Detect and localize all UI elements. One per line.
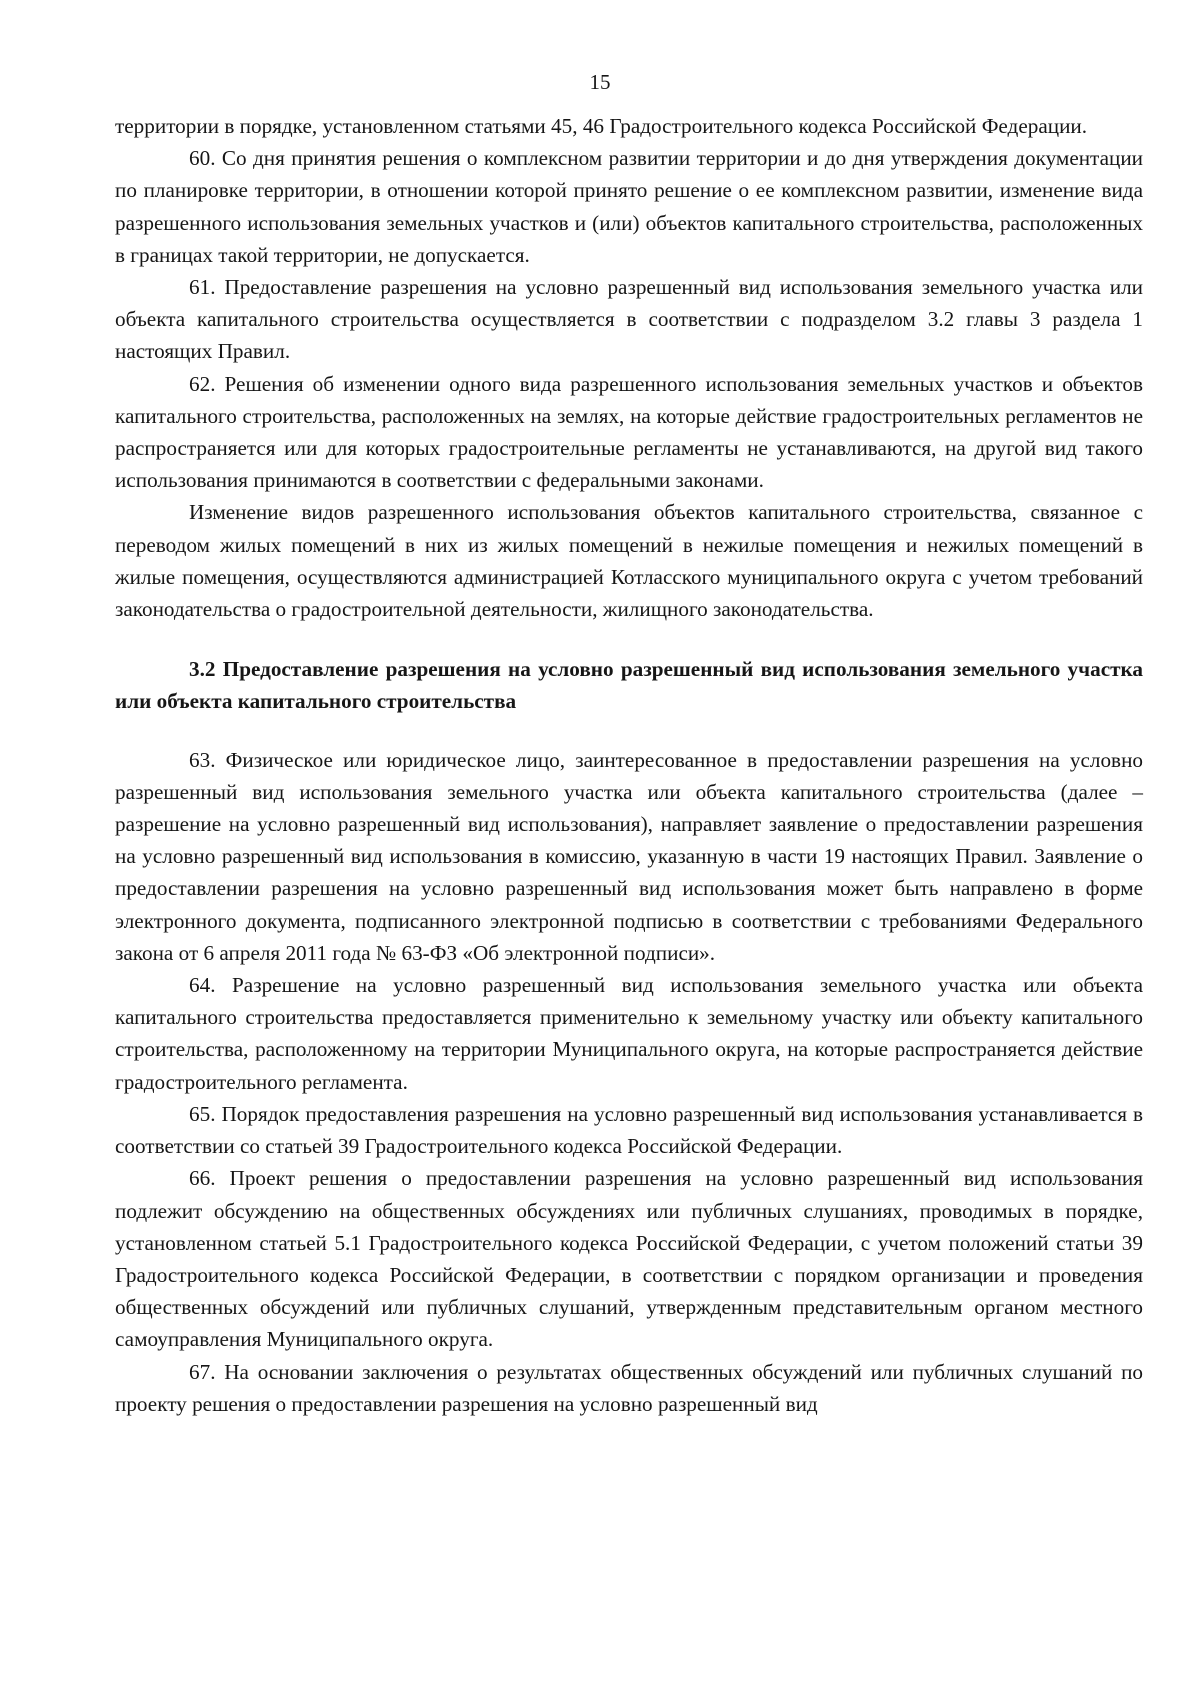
paragraph-continuation: территории в порядке, установленном статьями 45, 46 Градостроительного кодекса Российской Федерации.: [115, 114, 1088, 138]
paragraph-60: 60. Со дня принятия решения о комплексном развитии территории и до дня утверждения документации по планировке территории, в отношении которой принято решение о ее комплексном развитии, изменение вида разрешенного использования земельных участков и (или) объектов капитального строительства, расположенных в границах такой территории, не допускается.: [115, 146, 1143, 267]
paragraph-62: 62. Решения об изменении одного вида разрешенного использования земельных участков и объектов капитального строительства, расположенных на землях, на которые действие градостроительных регламентов не распространяется или для которых градостроительные регламенты не устанавливаются, на другой вид такого использования принимаются в соответствии с федеральными законами.: [115, 371, 1143, 493]
paragraph-64: 64. Разрешение на условно разрешенный вид использования земельного участка или объекта капитального строительства предоставляется применительно к земельному участку или объекту капитального строительства, расположенному на территории Муниципального округа, на которые распространяется действие градостроительного регламента.: [115, 973, 1143, 1094]
paragraph-62-second: Изменение видов разрешенного использования объектов капитального строительства, связанное с переводом жилых помещений в них из жилых помещений в нежилые помещения и нежилых помещений в жилые помещения, осуществляются администрацией Котласского муниципального округа с учетом требований законодательства о градостроительной деятельности, жилищного законодательства.: [115, 500, 1143, 622]
document-body: [115, 110, 1143, 1420]
paragraph-61: 61. Предоставление разрешения на условно разрешенный вид использования земельного участка или объекта капитального строительства осуществляется в соответствии с подразделом 3.2 главы 3 раздела 1 настоящих Правил.: [115, 275, 1143, 364]
paragraph-63: 63. Физическое или юридическое лицо, заинтересованное в предоставлении разрешения на условно разрешенный вид использования земельного участка или объекта капитального строительства (далее – разрешение на условно разрешенный вид использования), направляет заявление о предоставлении разрешения на условно разрешенный вид использования в комиссию, указанную в части 19 настоящих Правил. Заявление о предоставлении разрешения на условно разрешенный вид использования может быть направлено в форме электронного документа, подписанного электронной подписью в соответствии с требованиями Федерального закона от 6 апреля 2011 года № 63-ФЗ «Об электронной подписи».: [115, 747, 1143, 965]
paragraph-65: 65. Порядок предоставления разрешения на условно разрешенный вид использования устанавливается в соответствии со статьей 39 Градостроительного кодекса Российской Федерации.: [115, 1101, 1143, 1159]
section-heading: 3.2 Предоставление разрешения на условно разрешенный вид использования земельного участка или объекта капитального строительства: [115, 657, 1143, 714]
page-number: 15: [589, 70, 611, 94]
paragraph-67: 67. На основании заключения о результатах общественных обсуждений или публичных слушаний по проекту решения о предоставлении разрешения на условно разрешенный вид: [115, 1359, 1143, 1416]
paragraph-66: 66. Проект решения о предоставлении разрешения на условно разрешенный вид использования подлежит обсуждению на общественных обсуждениях или публичных слушаниях, проводимых в порядке, установленном статьей 5.1 Градостроительного кодекса Российской Федерации, с учетом положений статьи 39 Градостроительного кодекса Российской Федерации, в соответствии с порядком организации и проведения общественных обсуждений или публичных слушаний, утвержденным представительным органом местного самоуправления Муниципального округа.: [115, 1166, 1143, 1352]
